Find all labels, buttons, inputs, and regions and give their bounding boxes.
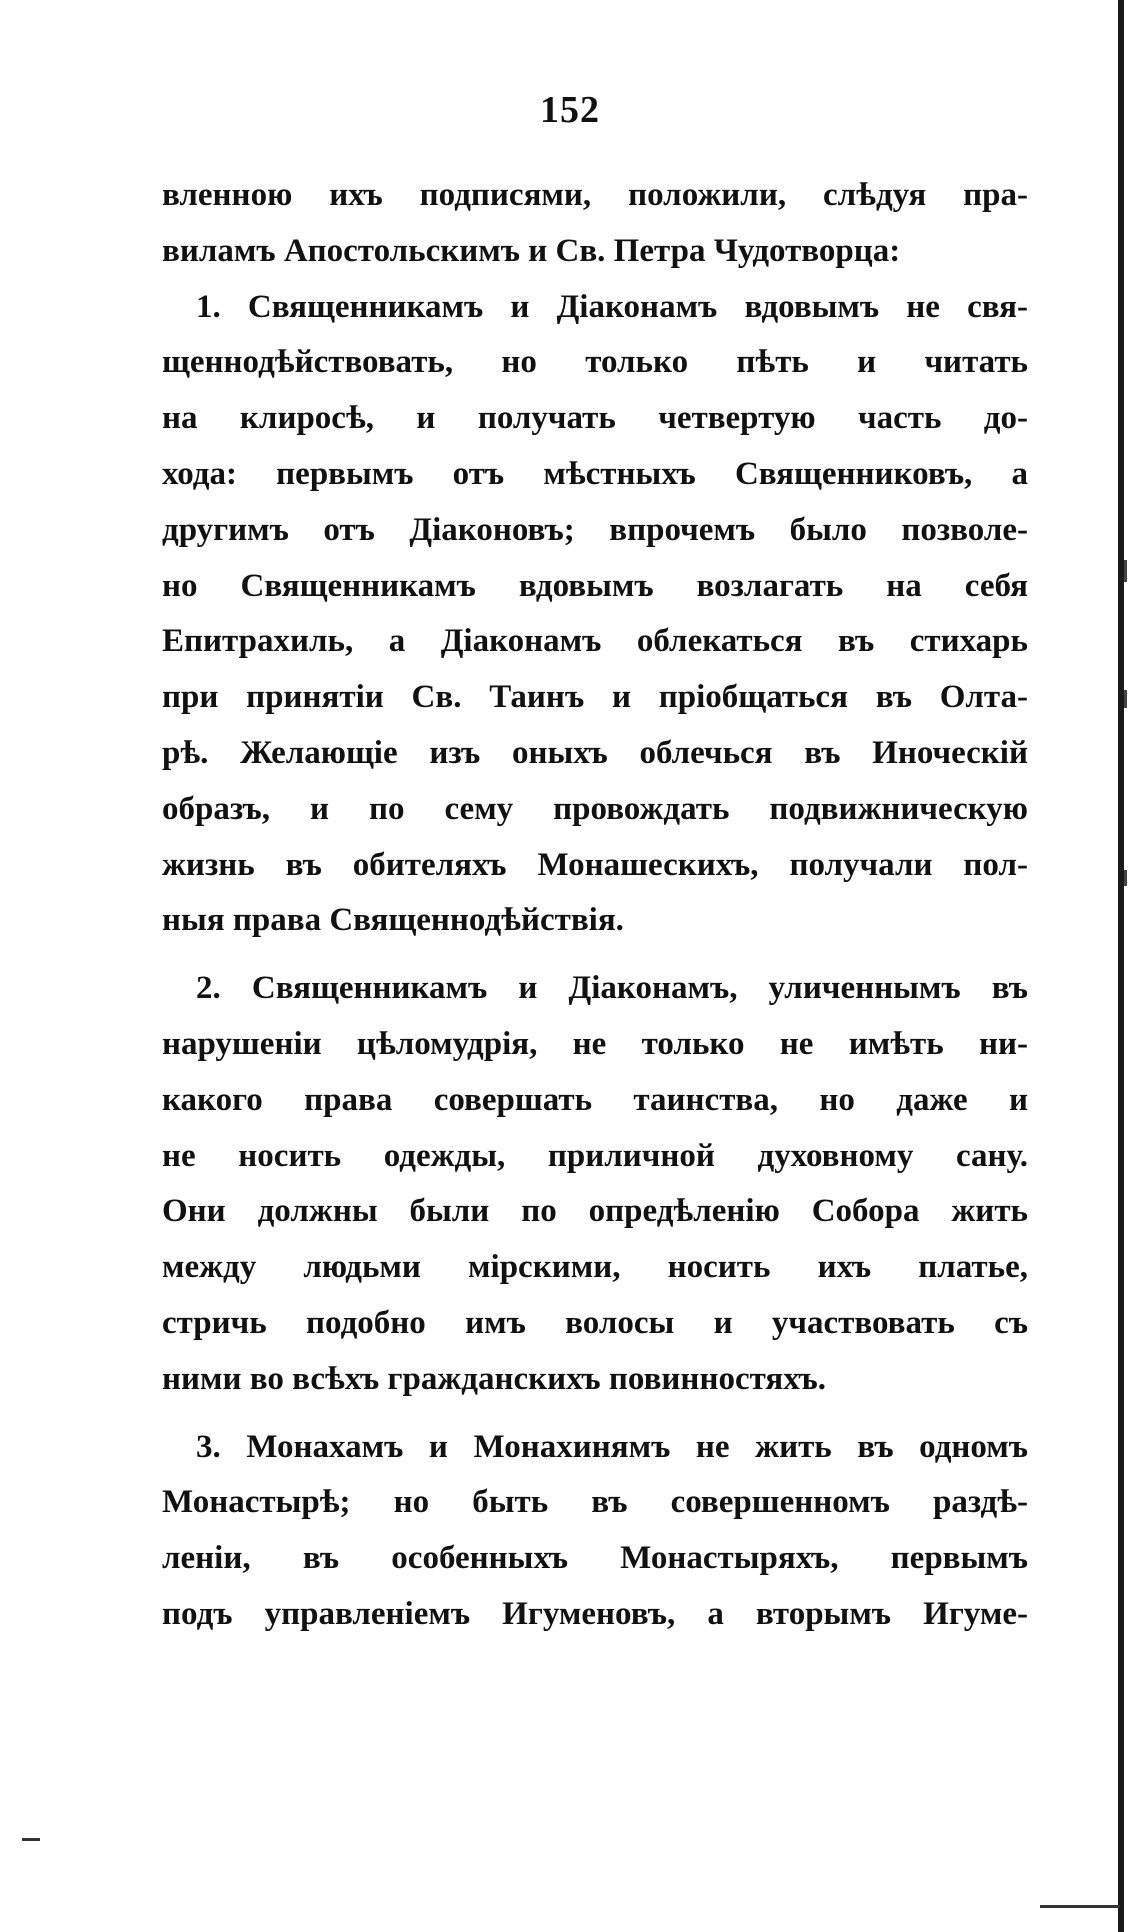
text-line: между людьми мірскими, носить ихъ платье, [162,1249,1028,1286]
edge-speck [1124,690,1127,708]
text-line: Они должны были по опредѣленію Собора жить [162,1193,1028,1230]
text-line: стричь подобно имъ волосы и участвовать съ [162,1304,1028,1341]
text-line: леніи, въ особенныхъ Монастыряхъ, первымъ [162,1540,1028,1577]
text-line: какого права совершать таинства, но даже и [162,1081,1028,1118]
text-line: хода: первымъ отъ мѣстныхъ Священниковъ, а [162,455,1028,492]
text-line: рѣ. Желающіе изъ оныхъ облечься въ Иноческій [162,734,1028,771]
text-line: на клиросѣ, и получать четвертую часть до- [162,400,1028,437]
margin-mark [22,1838,40,1841]
text-line: вленною ихъ подписями, положили, слѣдуя пра- [162,177,1028,213]
text-line: подъ управленіемъ Игуменовъ, а вторымъ Игуме- [162,1595,1028,1632]
page-edge-rule [1118,0,1124,1932]
text-line: но Священникамъ вдовымъ возлагать на себя [162,567,1028,604]
text-line: Монастырѣ; но быть въ совершенномъ раздѣ- [162,1484,1028,1521]
text-line: 2. Священникамъ и Діаконамъ, уличеннымъ въ [196,970,1028,1007]
footer-rule [1040,1905,1120,1908]
body-text [162,168,1028,1643]
edge-speck [1124,560,1127,582]
text-line: не носить одежды, приличной духовному сану. [162,1137,1028,1174]
text-line: 3. Монахамъ и Монахинямъ не жить въ одномъ [196,1428,1028,1465]
text-line: другимъ отъ Діаконовъ; впрочемъ было позволе- [162,511,1028,548]
paragraph-gap [162,949,1028,961]
page-number: 152 [540,89,600,131]
edge-speck [1124,870,1127,886]
text-line: образъ, и по сему провождать подвижническую [162,790,1028,827]
text-line: ними во всѣхъ гражданскихъ повинностяхъ. [162,1360,826,1397]
text-line: щеннодѣйствовать, но только пѣть и читать [162,344,1028,381]
text-line: жизнь въ обителяхъ Монашескихъ, получали пол- [162,846,1028,883]
text-line: при принятіи Св. Таинъ и пріобщаться въ Олта- [162,679,1028,716]
paragraph-gap [162,1408,1028,1420]
text-line: виламъ Апостольскимъ и Св. Петра Чудотворца: [162,232,901,269]
text-line: нарушеніи цѣломудрія, не только не имѣть ни- [162,1025,1028,1062]
text-line: 1. Священникамъ и Діаконамъ вдовымъ не свя- [196,288,1028,325]
text-line: ныя права Священнодѣйствія. [162,902,624,939]
text-line: Епитрахиль, а Діаконамъ облекаться въ стихарь [162,623,1028,660]
